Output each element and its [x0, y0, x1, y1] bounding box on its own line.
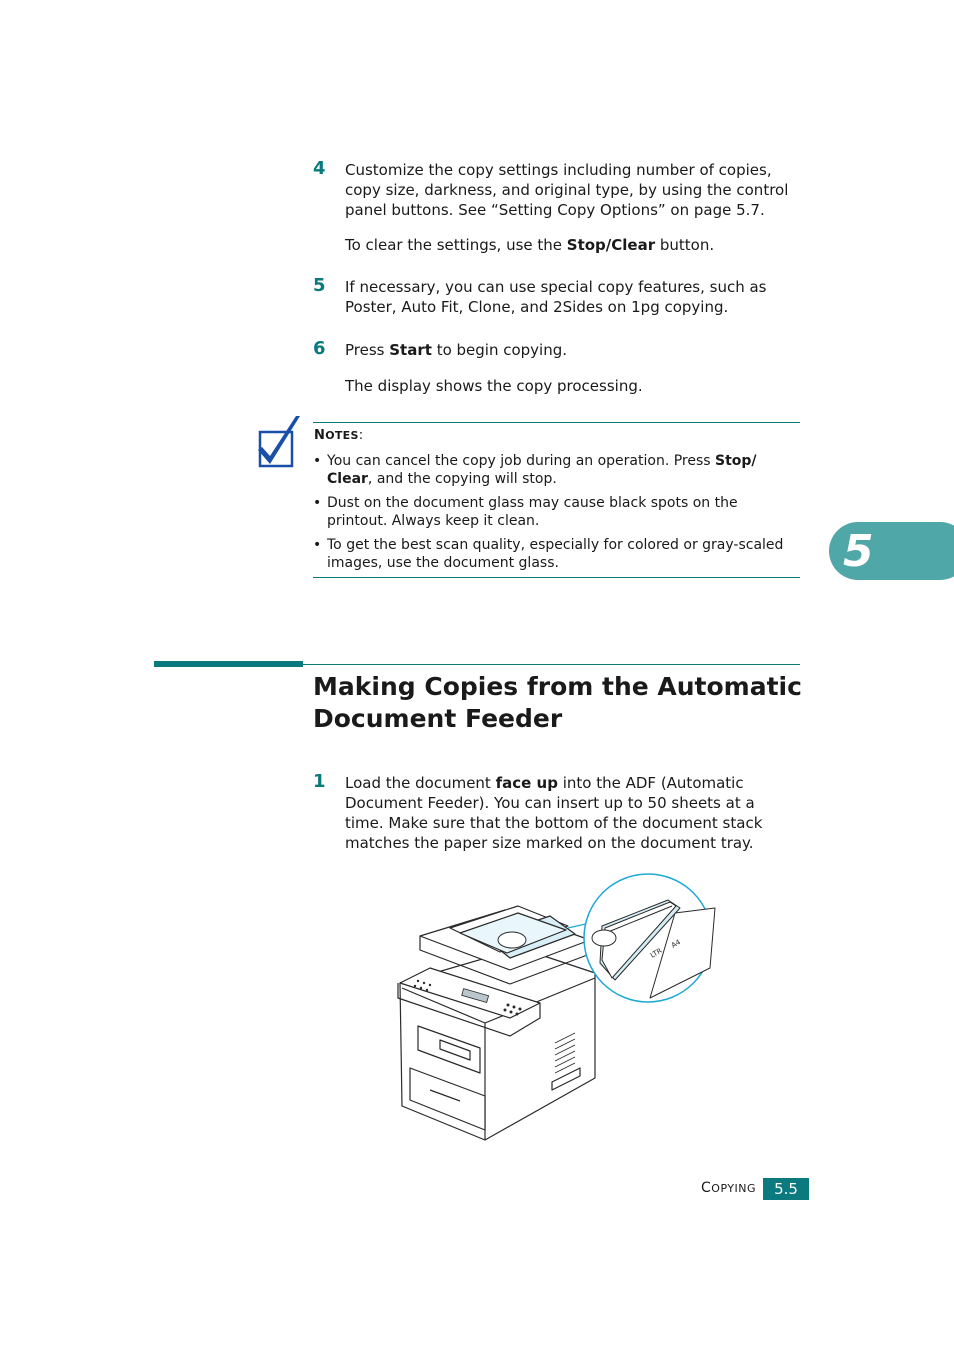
note-bullet: •	[313, 537, 322, 553]
step-6-text: Press Start to begin copying.	[345, 341, 568, 359]
printer-adf-illustration	[390, 868, 720, 1146]
step-4-line-3: panel buttons. See “Setting Copy Options” on page 5.7.	[345, 201, 765, 219]
chapter-number: 5	[843, 526, 874, 577]
page-number: 5.5	[763, 1178, 809, 1200]
note-item: • You can cancel the copy job during an operation. Press Stop/ Clear, and the copying will stop.	[313, 453, 757, 487]
notes-title: NOTES:	[314, 428, 364, 443]
step-4-subtext: To clear the settings, use the Stop/Clear button.	[345, 236, 715, 254]
step-1-text: Load the document face up into the ADF (Automatic Document Feeder). You can insert up to 50 sheets at a time. Make sure that the bottom of the document stack matches the paper size marked on the document tray.	[345, 774, 763, 852]
stop-clear-label: Stop/Clear	[566, 236, 656, 254]
tray-label-ltr: LTR	[649, 946, 664, 960]
step-5-text	[345, 277, 805, 317]
section-rule	[303, 664, 800, 665]
notes-bottom-rule	[313, 577, 800, 578]
footer-section-label: COPYING	[701, 1180, 757, 1196]
tray-label-a4: A4	[670, 938, 683, 950]
face-up-label: face up	[495, 774, 558, 792]
checkmark-note-icon	[256, 414, 302, 470]
notes-top-rule	[313, 422, 800, 423]
section-bar-accent	[154, 661, 303, 667]
step-number-6: 6	[313, 338, 326, 359]
section-heading: Making Copies from the Automatic Document Feeder	[313, 672, 802, 733]
step-4-line-1: Customize the copy settings including number of copies,	[345, 161, 772, 179]
note-bullet: •	[313, 453, 322, 469]
step-number-5: 5	[313, 275, 326, 296]
step-5-line-2: Poster, Auto Fit, Clone, and 2Sides on 1pg copying.	[345, 298, 729, 316]
step-4-line-2: copy size, darkness, and original type, by using the control	[345, 181, 789, 199]
step-5-line-1: If necessary, you can use special copy features, such as	[345, 278, 767, 296]
step-6-subtext: The display shows the copy processing.	[345, 377, 643, 395]
start-label: Start	[389, 341, 432, 359]
step-number-1: 1	[313, 771, 326, 792]
step-4-text	[345, 160, 805, 220]
step-number-4: 4	[313, 158, 326, 179]
note-item: • To get the best scan quality, especially for colored or gray-scaled images, use the document glass.	[313, 537, 784, 571]
note-bullet: •	[313, 495, 322, 511]
note-item: • Dust on the document glass may cause black spots on the printout. Always keep it clean.	[313, 495, 738, 529]
